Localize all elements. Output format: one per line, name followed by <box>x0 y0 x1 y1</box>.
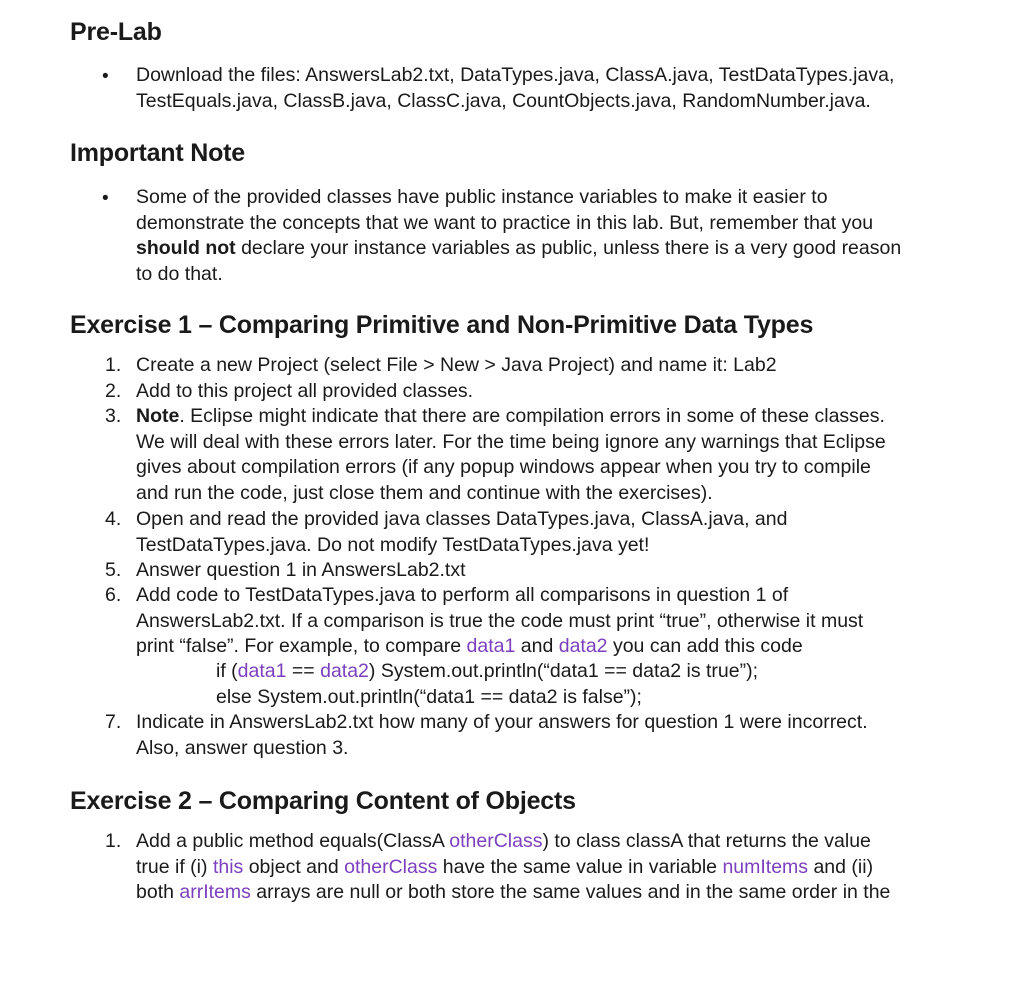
text-line <box>136 236 966 262</box>
text-line: Some of the provided classes have public instance variables to make it easier to <box>136 186 828 208</box>
code-identifier: data1 <box>237 660 287 682</box>
text-line: TestDataTypes.java. Do not modify TestDataTypes.java yet! <box>136 533 650 556</box>
heading-important-note: Important Note <box>70 139 245 167</box>
text-line: gives about compilation errors (if any popup windows appear when you try to compile <box>136 456 871 478</box>
text-line: to do that. <box>136 262 223 285</box>
text-line: Download the files: AnswersLab2.txt, DataTypes.java, ClassA.java, TestDataTypes.java, <box>136 64 895 86</box>
text-line: Create a new Project (select File > New > Java Project) and name it: Lab2 <box>136 354 777 376</box>
heading-prelab: Pre-Lab <box>70 18 162 46</box>
list-item <box>136 379 966 405</box>
note-text <box>136 185 966 287</box>
bold-text: Note <box>136 405 180 427</box>
text: have the same value in variable <box>437 855 723 878</box>
text: both <box>136 881 180 903</box>
code-identifier: otherClass <box>344 855 438 878</box>
text-line: Indicate in AnswersLab2.txt how many of your answers for question 1 were incorrect. <box>136 711 868 733</box>
list-item <box>136 710 966 761</box>
code-identifier: data2 <box>320 660 369 682</box>
text-line <box>136 634 966 660</box>
list-number: 1. <box>105 354 122 376</box>
text-line <box>136 829 966 855</box>
text: you can add this code <box>607 635 803 657</box>
text-line: Add code to TestDataTypes.java to perform all comparisons in question 1 of <box>136 584 789 606</box>
text-line: demonstrate the concepts that we want to practice in this lab. But, remember that you <box>136 211 874 234</box>
code-identifier: numItems <box>722 855 809 878</box>
text-line: and run the code, just close them and continue with the exercises). <box>136 481 713 504</box>
list-item <box>136 353 966 379</box>
code-identifier: arrItems <box>179 881 251 903</box>
heading-exercise-2: Exercise 2 – Comparing Content of Objects <box>70 787 576 815</box>
bold-text: should not <box>136 237 236 259</box>
code-identifier: otherClass <box>449 830 543 852</box>
text: and <box>515 635 559 657</box>
list-number: 2. <box>105 380 122 402</box>
bullet: • <box>102 66 109 87</box>
list-item <box>136 558 966 584</box>
text: == <box>286 660 321 682</box>
list-item <box>136 583 966 660</box>
heading-exercise-1: Exercise 1 – Comparing Primitive and Non-Primitive Data Types <box>70 311 814 339</box>
text-line: Answer question 1 in AnswersLab2.txt <box>136 559 466 581</box>
text: declare your instance variables as public, unless there is a very good reason <box>235 237 902 259</box>
code-identifier: data2 <box>558 635 608 657</box>
list-number: 7. <box>105 711 122 733</box>
prelab-text <box>136 63 966 114</box>
code-identifier: data1 <box>466 635 516 657</box>
text-line <box>136 404 966 430</box>
text: ) System.out.println(“data1 == data2 is true”); <box>368 660 759 682</box>
text: ) to class classA that returns the value <box>542 830 871 852</box>
text-line: Add to this project all provided classes. <box>136 380 474 402</box>
list-number: 6. <box>105 584 122 606</box>
list-item <box>136 404 966 506</box>
list-item <box>136 507 966 558</box>
bullet: • <box>102 188 109 209</box>
text-line: We will deal with these errors later. For the time being ignore any warnings that Eclipse <box>136 430 886 453</box>
text-line: Open and read the provided java classes DataTypes.java, ClassA.java, and <box>136 508 788 530</box>
text-line <box>136 880 966 906</box>
text-line: Also, answer question 3. <box>136 736 349 759</box>
text: print “false”. For example, to compare <box>136 635 467 657</box>
list-number: 4. <box>105 508 122 530</box>
text: Add a public method equals(ClassA <box>136 830 450 852</box>
text-line: AnswersLab2.txt. If a comparison is true the code must print “true”, otherwise it must <box>136 609 864 632</box>
text: true if (i) <box>136 855 213 878</box>
text-line: TestEquals.java, ClassB.java, ClassC.java, CountObjects.java, RandomNumber.java. <box>136 89 871 112</box>
list-number: 1. <box>105 830 122 852</box>
list-number: 5. <box>105 559 122 581</box>
text: if ( <box>216 660 238 682</box>
list-number: 3. <box>105 405 122 427</box>
text-line <box>136 855 966 881</box>
text: object and <box>243 855 345 878</box>
text: . Eclipse might indicate that there are compilation errors in some of these classes. <box>179 405 885 427</box>
list-item <box>136 829 966 906</box>
code-line <box>216 659 758 685</box>
text: and (ii) <box>808 855 874 878</box>
code-identifier: this <box>212 855 244 878</box>
text: arrays are null or both store the same values and in the same order in the <box>250 881 891 903</box>
code-line: else System.out.println(“data1 == data2 is false”); <box>216 686 642 708</box>
